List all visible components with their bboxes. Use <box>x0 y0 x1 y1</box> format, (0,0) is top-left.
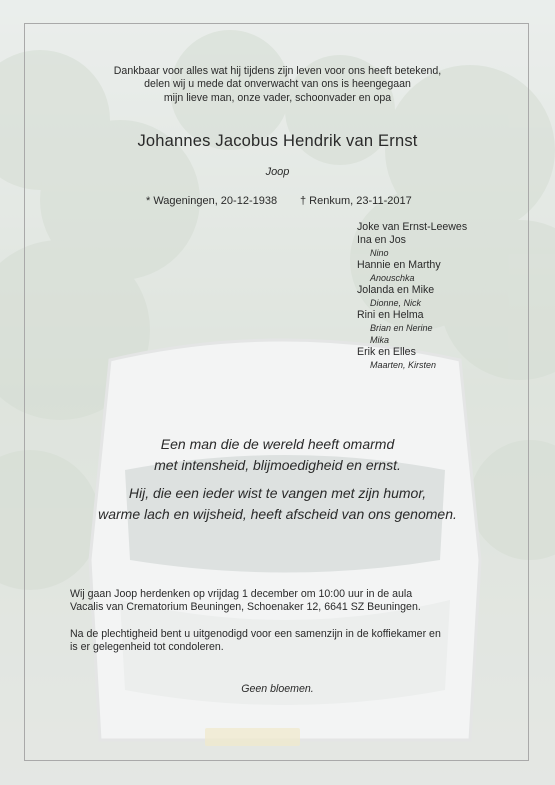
ceremony-line: Wij gaan Joop herdenken op vrijdag 1 december om 10:00 uur in de aula <box>70 588 413 600</box>
quote-line: met intensheid, blijmoedigheid en ernst. <box>154 457 401 473</box>
memorial-quote-part-2 <box>60 483 495 525</box>
deceased-nickname: Joop <box>265 166 290 178</box>
intro-text <box>60 65 495 105</box>
family-member: Erik en Elles <box>357 346 416 358</box>
ceremony-line: Vacalis van Crematorium Beuningen, Schoenaker 12, 6641 SZ Beuningen. <box>70 601 421 614</box>
family-member: Jolanda en Mike <box>357 284 435 296</box>
grandchildren: Anouschka <box>370 273 415 283</box>
ceremony-line: Na de plechtigheid bent u uitgenodigd voor een samenzijn in de koffiekamer en <box>70 628 441 640</box>
family-member: Hannie en Marthy <box>357 259 441 271</box>
intro-line: mijn lieve man, onze vader, schoonvader en opa <box>163 91 392 104</box>
family-member: Joke van Ernst-Leewes <box>357 221 468 233</box>
quote-line: Hij, die een ieder wist te vangen met zijn humor, <box>128 485 427 501</box>
deceased-name: Johannes Jacobus Hendrik van Ernst <box>137 132 418 150</box>
memorial-quote-part-1 <box>60 434 495 476</box>
death-info: † Renkum, 23-11-2017 <box>300 195 412 207</box>
quote-line: Een man die de wereld heeft omarmd <box>160 436 395 452</box>
ceremony-details <box>70 588 490 615</box>
intro-line: Dankbaar voor alles wat hij tijdens zijn leven voor ons heeft betekend, <box>113 65 442 77</box>
grandchildren: Maarten, Kirsten <box>370 360 437 370</box>
grandchildren: Dionne, Nick <box>370 298 422 308</box>
family-member: Ina en Jos <box>357 234 406 246</box>
quote-line: warme lach en wijsheid, heeft afscheid van ons genomen. <box>98 506 457 522</box>
grandchildren: Brian en Nerine <box>370 323 433 333</box>
closing-note: Geen bloemen. <box>241 683 314 695</box>
condolence-details <box>70 628 490 655</box>
family-list <box>357 221 467 371</box>
birth-info: * Wageningen, 20-12-1938 <box>146 195 278 207</box>
grandchildren: Mika <box>370 335 390 345</box>
grandchildren: Nino <box>370 248 389 258</box>
intro-line: delen wij u mede dat onverwacht van ons is heengegaan <box>144 78 411 91</box>
ceremony-line: is er gelegenheid tot condoleren. <box>70 641 224 654</box>
family-member: Rini en Helma <box>357 309 424 321</box>
